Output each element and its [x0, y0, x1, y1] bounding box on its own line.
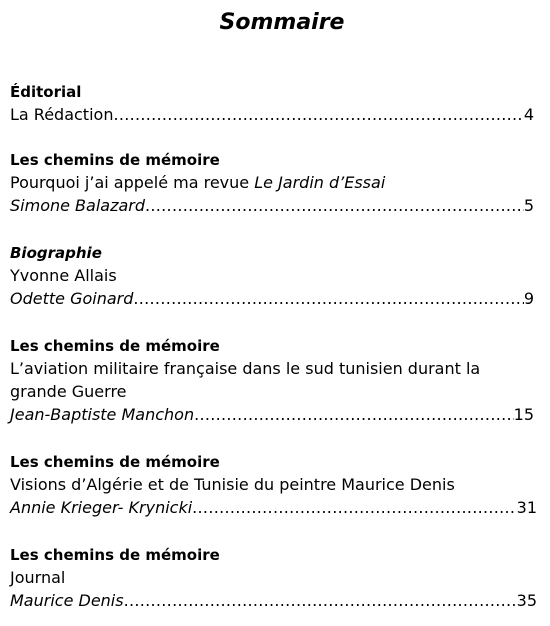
toc-entry-aviation	[10, 335, 534, 426]
article-title-italic: Le Jardin d’Essai	[254, 173, 386, 192]
toc-line	[10, 496, 537, 519]
page-number: 31	[516, 498, 537, 517]
author-name: Maurice Denis	[10, 591, 124, 610]
section-heading: Les chemins de mémoire	[10, 337, 220, 355]
author-name: Jean-Baptiste Manchon	[10, 405, 195, 424]
toc-entry-editorial	[10, 81, 534, 126]
dot-leader	[145, 194, 524, 217]
toc-entry-biographie	[10, 242, 534, 310]
article-title: Yvonne Allais	[10, 266, 117, 285]
section-heading: Éditorial	[10, 83, 82, 101]
author-name: Odette Goinard	[10, 289, 134, 308]
toc-line	[10, 287, 534, 310]
dot-leader	[113, 103, 523, 126]
page-number: 35	[516, 591, 537, 610]
toc-entry-jardin-d-essai	[10, 149, 534, 217]
section-heading: Les chemins de mémoire	[10, 453, 220, 471]
page-number: 5	[523, 196, 534, 215]
dot-leader	[133, 287, 523, 310]
section-heading: Les chemins de mémoire	[10, 151, 220, 169]
page-number: 15	[513, 405, 534, 424]
article-title: Visions d’Algérie et de Tunisie du peintre Maurice Denis	[10, 475, 455, 494]
toc-line	[10, 403, 534, 426]
article-title-text: Pourquoi j’ai appelé ma revue	[10, 173, 255, 192]
article-title	[10, 171, 534, 194]
author-name: La Rédaction	[10, 105, 114, 124]
toc-line	[10, 589, 537, 612]
section-heading: Biographie	[10, 244, 102, 262]
toc-entry-journal	[10, 544, 537, 612]
dot-leader	[194, 403, 514, 426]
author-name: Simone Balazard	[10, 196, 146, 215]
article-title: Journal	[10, 568, 66, 587]
dot-leader	[192, 496, 516, 519]
toc-line	[10, 103, 534, 126]
toc-entry-visions	[10, 451, 537, 519]
dot-leader	[124, 589, 517, 612]
toc-line	[10, 194, 534, 217]
article-title: L’aviation militaire française dans le sud tunisien durant la grande Guerre	[10, 359, 481, 401]
page-title: Sommaire	[219, 10, 345, 35]
page-number: 9	[523, 289, 534, 308]
author-name: Annie Krieger- Krynicki	[10, 498, 193, 517]
page-number: 4	[523, 105, 534, 124]
section-heading: Les chemins de mémoire	[10, 546, 220, 564]
